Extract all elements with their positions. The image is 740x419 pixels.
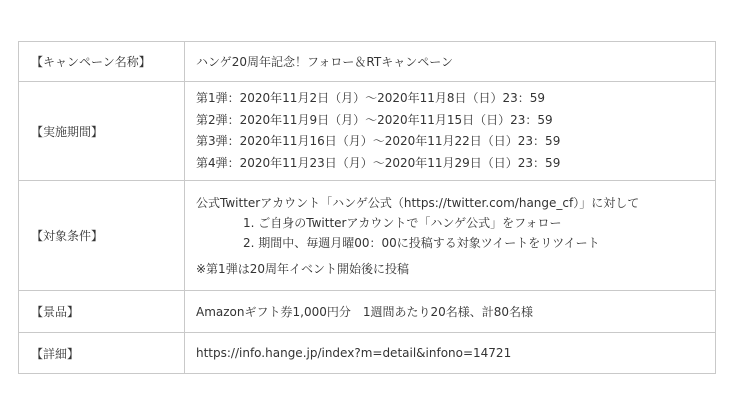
period-line-1: 第1弾：2020年11月2日（月）～2020年11月8日（日）23：59 [196,91,546,105]
period-value [185,82,716,181]
prize-value: Amazonギフト券1,000円分 1週間あたり20名様、計80名様 [185,291,716,333]
campaign-info-table [18,41,716,374]
conditions-step-2: 2. 期間中、毎週月曜00：00に投稿する対象ツイートをリツイート [243,235,600,250]
period-label: 【実施期間】 [19,82,185,181]
period-line-4: 第4弾：2020年11月23日（月）～2020年11月29日（日）23：59 [196,155,561,170]
conditions-value [185,181,716,291]
details-label: 【詳細】 [19,333,185,374]
details-url[interactable]: https://info.hange.jp/index?m=detail&infono=14721 [185,333,716,374]
conditions-label: 【対象条件】 [19,181,185,291]
campaign-name-label: 【キャンペーン名称】 [19,42,185,82]
period-line-2: 第2弾：2020年11月9日（月）～2020年11月15日（日）23：59 [196,112,553,127]
period-line-3: 第3弾：2020年11月16日（月）～2020年11月22日（日）23：59 [196,134,561,148]
campaign-name-value: ハンゲ20周年記念！フォロー＆RTキャンペーン [185,42,716,82]
conditions-step-1: 1. ご自身のTwitterアカウントで「ハンゲ公式」をフォロー [243,215,562,230]
prize-label: 【景品】 [19,291,185,333]
table-row-period [19,82,716,181]
table-row-details [19,333,716,374]
conditions-intro: 公式Twitterアカウント「ハンゲ公式（https://twitter.com/hange_cf）」に対して [196,195,640,210]
table-row-campaign-name [19,42,716,82]
conditions-note: ※第1弾は20周年イベント開始後に投稿 [196,261,409,276]
table-row-conditions [19,181,716,291]
table-row-prize [19,291,716,333]
